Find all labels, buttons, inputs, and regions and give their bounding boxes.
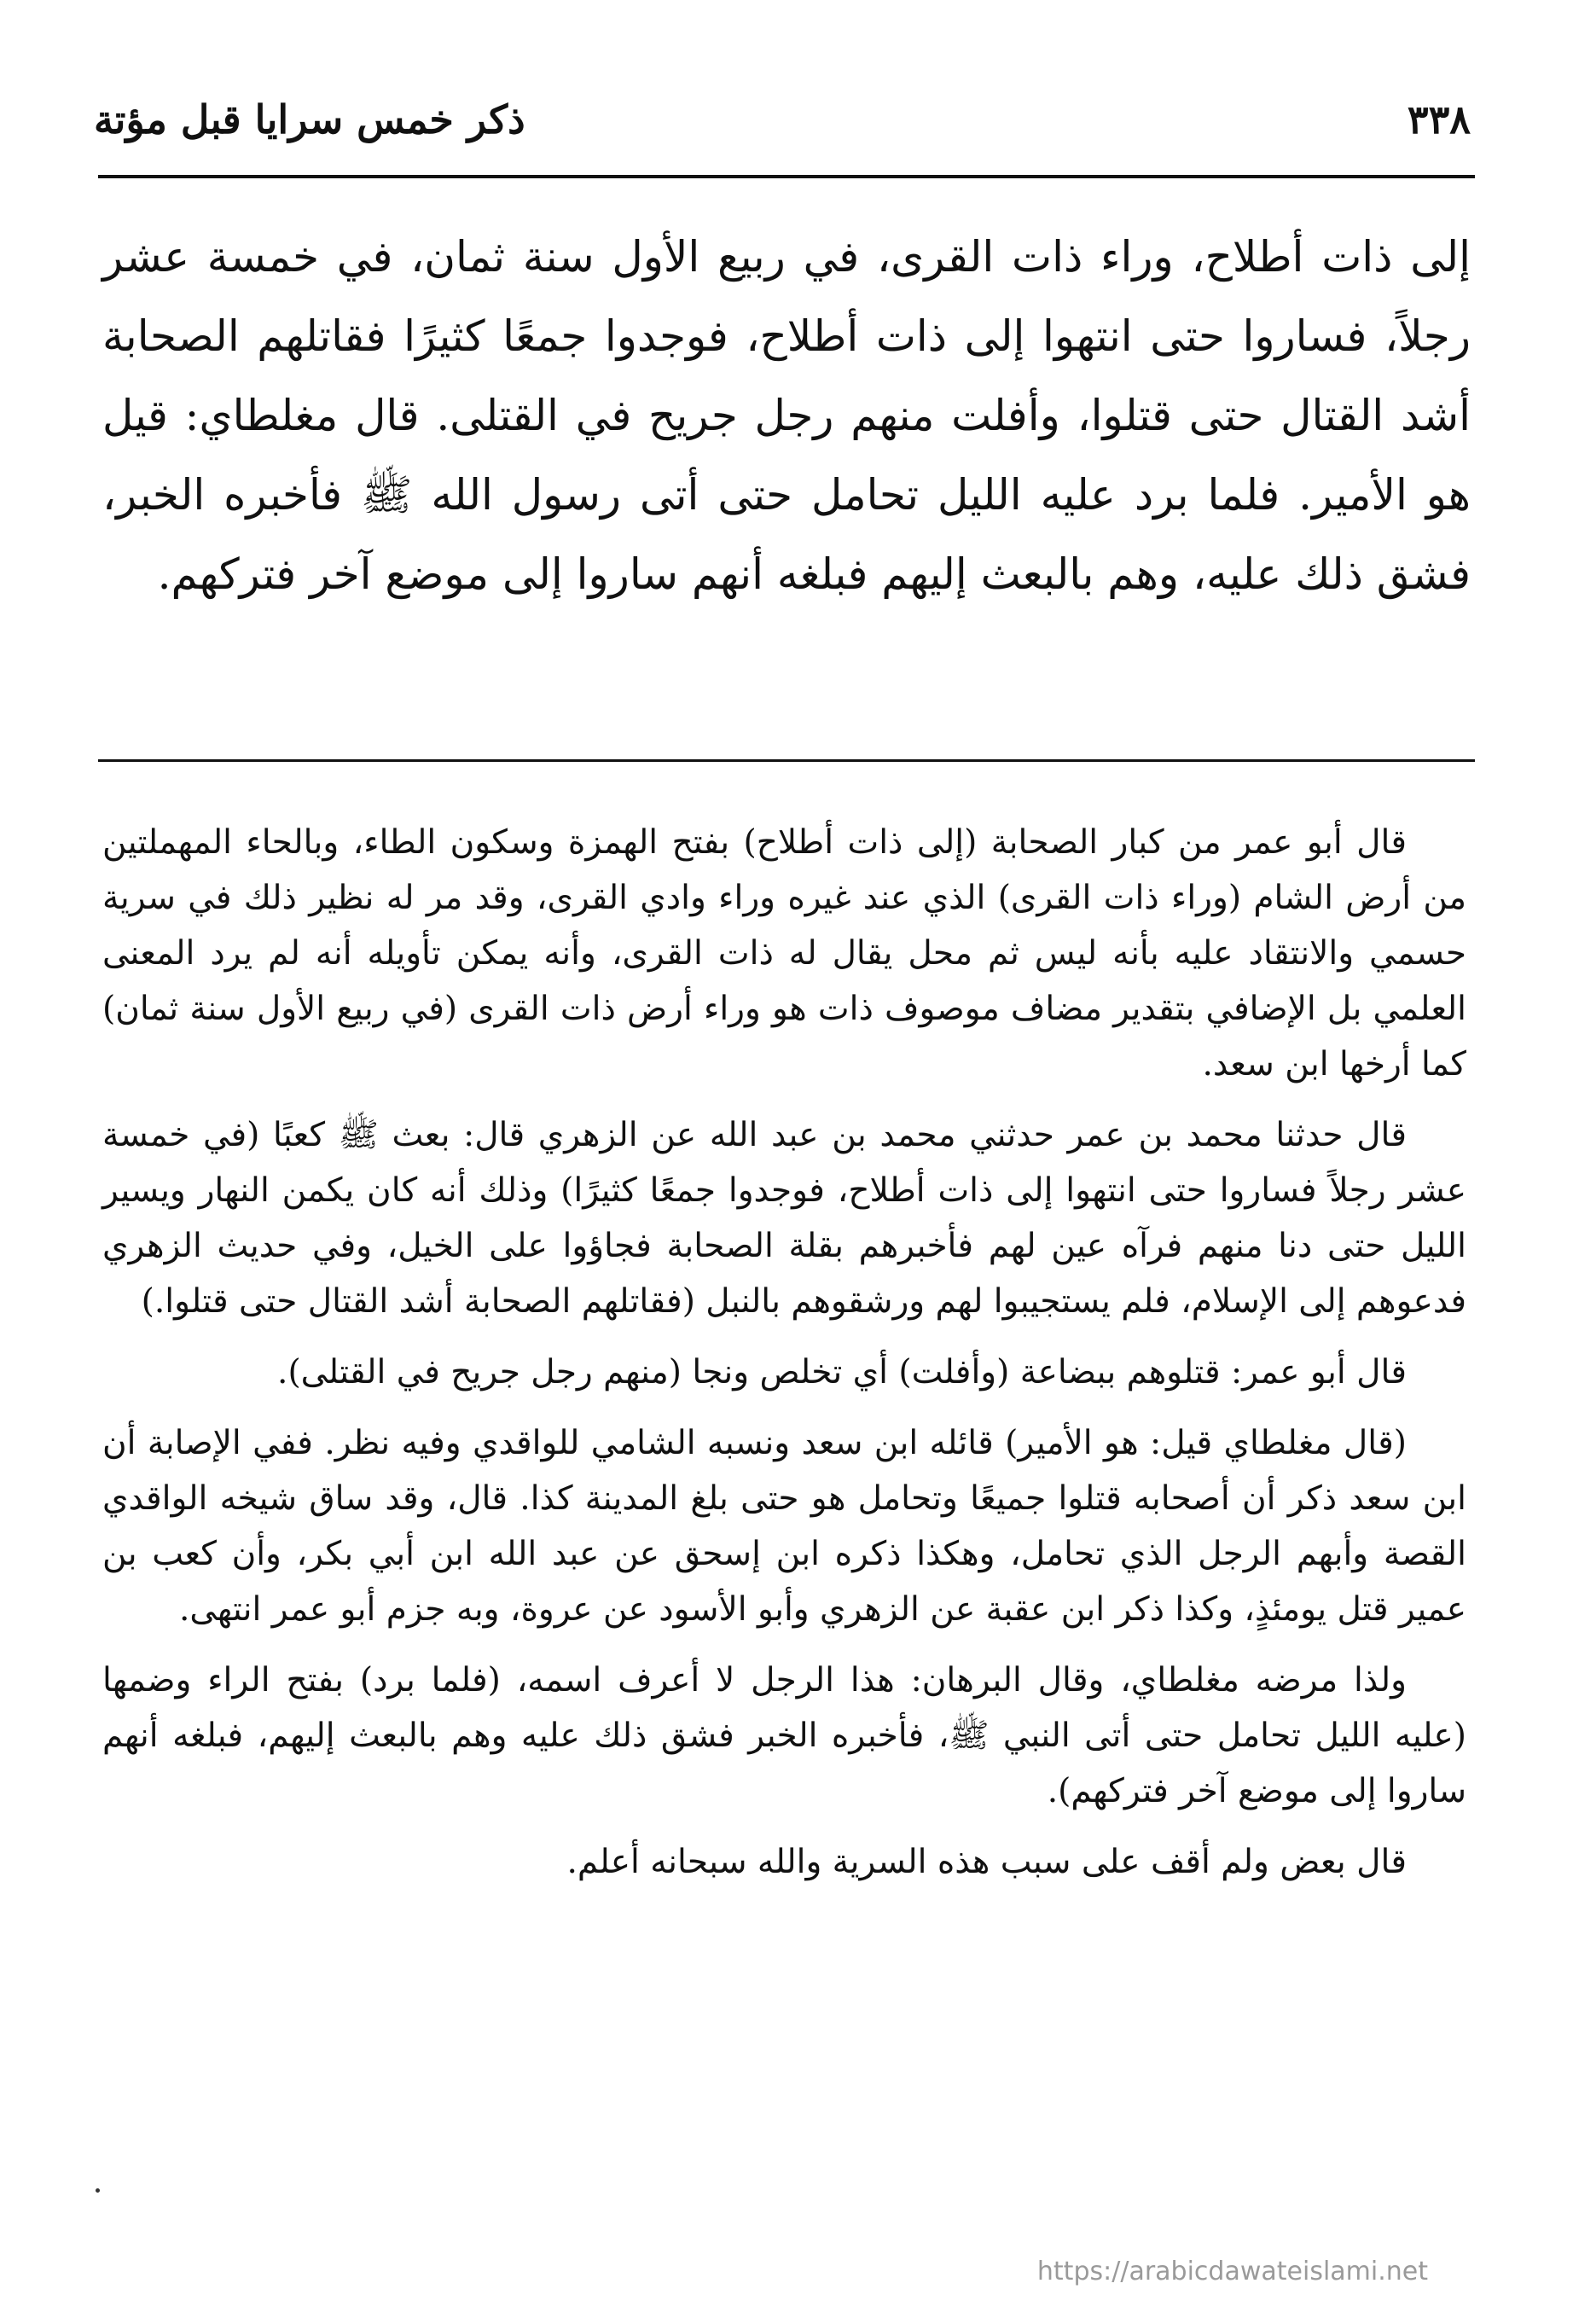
commentary-paragraph: (قال مغلطاي قيل: هو الأمير) قائله ابن سعد ونسبه الشامي للواقدي وفيه نظر. ففي الإصابة أن ابن سعد ذكر أن أصحابه قتلوا جميعًا وتحامل هو حتى بلغ المدينة كذا. قال، وقد ساق شيخه الواقدي القصة وأبهم الرجل الذي تحامل، وهكذا ذكره ابن إسحق عن عبد الله ابن أبي بكر، وأن كعب بن عمير قتل يومئذٍ، وكذا ذكر ابن عقبة عن الزهري وأبو الأسود عن عروة، وبه جزم أبو عمر انتهى.	[102, 1424, 1466, 1629]
commentary-paragraph: قال أبو عمر: قتلوهم ببضاعة (وأفلت) أي تخلص ونجا (منهم رجل جريح في القتلى).	[277, 1353, 1407, 1391]
scan-speck	[96, 2188, 100, 2193]
commentary-paragraph: قال حدثنا محمد بن عمر حدثني محمد بن عبد الله عن الزهري قال: بعث ﷺ كعبًا (في خمسة عشر رجلاً فساروا حتى انتهوا إلى ذات أطلاح، فوجدوا جمعًا كثيرًا) وذلك أنه كان يكمن النهار ويسير الليل حتى دنا منهم فرآه عين لهم فأخبرهم بقلة الصحابة فجاؤوا على الخيل، وفي حديث الزهري فدعوهم إلى الإسلام، فلم يستجيبوا لهم ورشقوهم بالنبل (فقاتلهم الصحابة أشد القتال حتى قتلوا.)	[102, 1116, 1466, 1321]
commentary-divider	[98, 759, 1475, 762]
commentary-paragraph: قال أبو عمر من كبار الصحابة (إلى ذات أطلاح) بفتح الهمزة وسكون الطاء، وبالحاء المهملتين من أرض الشام (وراء ذات القرى) الذي عند غيره وراء وادي القرى، وقد مر له نظير ذلك في سرية حسمي والانتقاد عليه بأنه ليس ثم محل يقال له ذات القرى، وأنه يمكن تأويله أنه لم يرد المعنى العلمي بل الإضافي بتقدير مضاف موصوف ذات هو وراء أرض ذات القرى (في ربيع الأول سنة ثمان) كما أرخها ابن سعد.	[102, 823, 1466, 1084]
running-head	[94, 85, 1471, 154]
page-number: ٣٣٨	[1407, 96, 1471, 142]
watermark-url: https://arabicdawateislami.net	[1036, 2257, 1428, 2286]
chapter-title: ذكر خمس سرايا قبل مؤتة	[94, 96, 525, 142]
main-text-block	[102, 218, 1471, 614]
header-divider	[98, 175, 1475, 178]
commentary-paragraph: ولذا مرضه مغلطاي، وقال البرهان: هذا الرجل لا أعرف اسمه، (فلما برد) بفتح الراء وضمها (عليه الليل تحامل حتى أتى النبي ﷺ، فأخبره الخبر فشق ذلك عليه وهم بالبعث إليهم، فبلغه أنهم ساروا إلى موضع آخر فتركهم).	[102, 1661, 1466, 1810]
commentary-paragraph: قال بعض ولم أقف على سبب هذه السرية والله سبحانه أعلم.	[566, 1843, 1407, 1881]
commentary-block	[102, 815, 1466, 1890]
main-paragraph: إلى ذات أطلاح، وراء ذات القرى، في ربيع الأول سنة ثمان، في خمسة عشر رجلاً، فساروا حتى انتهوا إلى ذات أطلاح، فوجدوا جمعًا كثيرًا فقاتلهم الصحابة أشد القتال حتى قتلوا، وأفلت منهم رجل جريح في القتلى. قال مغلطاي: قيل هو الأمير. فلما برد عليه الليل تحامل حتى أتى رسول الله ﷺ فأخبره الخبر، فشق ذلك عليه، وهم بالبعث إليهم فبلغه أنهم ساروا إلى موضع آخر فتركهم.	[102, 232, 1471, 599]
